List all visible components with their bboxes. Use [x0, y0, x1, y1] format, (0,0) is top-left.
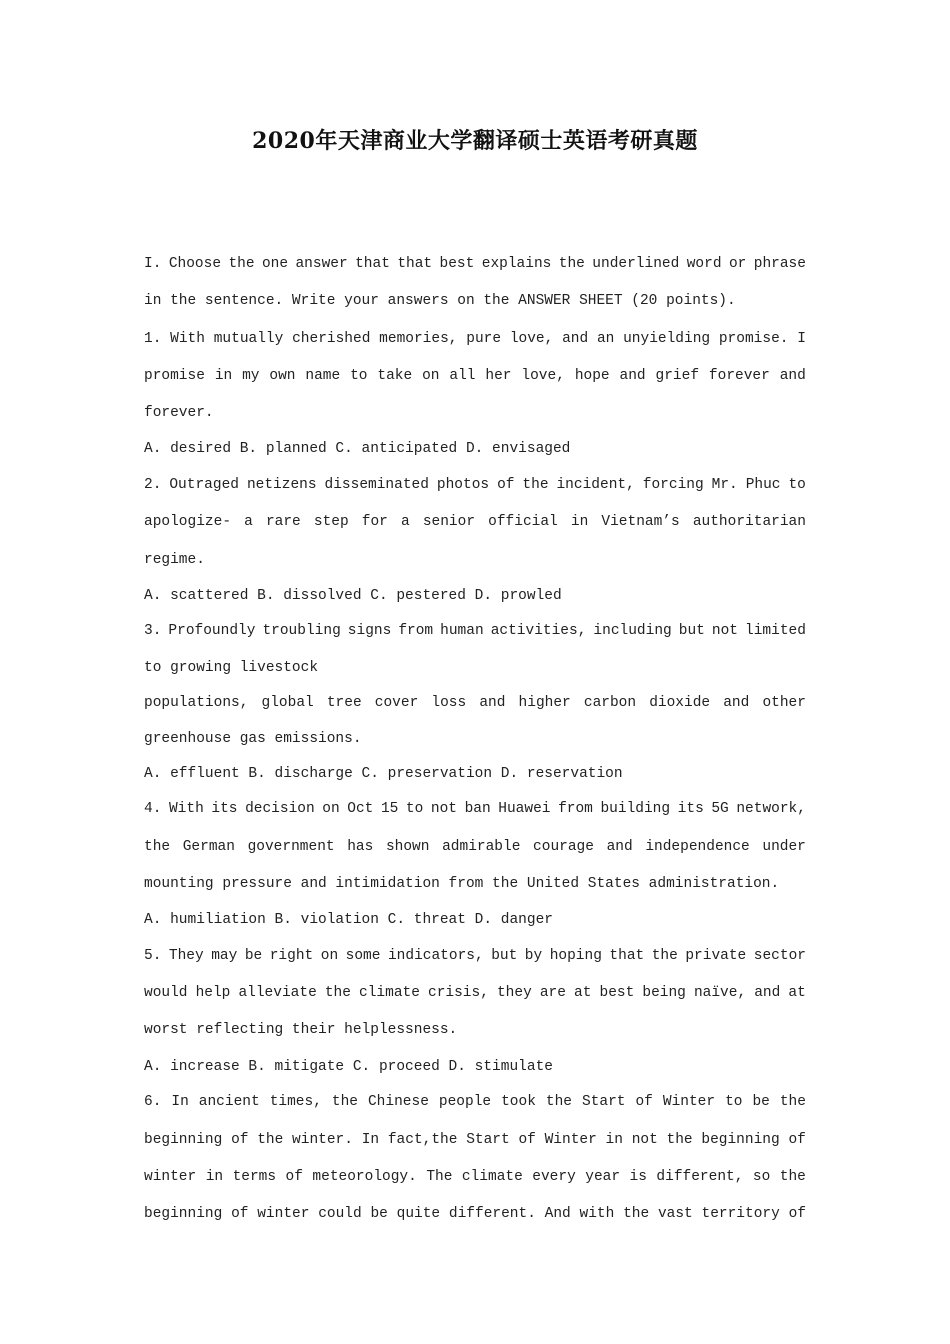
question-6: [144, 1084, 806, 1233]
question-line: 4. With its decision on Oct 15 to not ban Huawei from building its 5G network,: [144, 801, 806, 818]
question-line: to growing livestock: [144, 659, 319, 676]
question-line: beginning of the winter. In fact,the Start of Winter in not the beginning of: [144, 1131, 806, 1148]
instruction-line: I. Choose the one answer that that best explains the underlined word or phrase: [144, 256, 806, 272]
question-line: worst reflecting their helplessness.: [144, 1022, 458, 1039]
answer-options: A. humiliation B. violation C. threat D. danger: [144, 912, 553, 929]
question-line: promise in my own name to take on all her love, hope and grief forever and: [144, 367, 806, 384]
answer-options: A. increase B. mitigate C. proceed D. stimulate: [144, 1058, 553, 1075]
answer-options: A. desired B. planned C. anticipated D. envisaged: [144, 441, 571, 458]
instruction-line: in the sentence. Write your answers on the ANSWER SHEET (20 points).: [144, 293, 736, 310]
question-line: 5. They may be right on some indicators, but by hoping that the private sector: [144, 947, 806, 964]
question-line: mounting pressure and intimidation from the United States administration.: [144, 876, 780, 893]
question-line: populations, global tree cover loss and higher carbon dioxide and other: [144, 695, 806, 712]
question-line: 1. With mutually cherished memories, pure love, and an unyielding promise. I: [144, 330, 806, 347]
question-line: the German government has shown admirable courage and independence under: [144, 838, 806, 855]
question-line: greenhouse gas emissions.: [144, 731, 362, 748]
question-line: 2. Outraged netizens disseminated photos of the incident, forcing Mr. Phuc to: [144, 476, 806, 493]
answer-options: A. scattered B. dissolved C. pestered D. prowled: [144, 587, 562, 604]
question-3: [144, 613, 806, 791]
question-line: would help alleviate the climate crisis, they are at best being naïve, and at: [144, 985, 806, 1002]
question-2: [144, 467, 806, 613]
question-line: 3. Profoundly troubling signs from human activities, including but not limited: [144, 623, 806, 640]
question-1: [144, 321, 806, 467]
question-line: forever.: [144, 405, 214, 422]
question-line: regime.: [144, 551, 205, 568]
question-line: beginning of winter could be quite different. And with the vast territory of: [144, 1206, 806, 1223]
document-body: [144, 246, 806, 1233]
question-5: [144, 938, 806, 1084]
question-line: winter in terms of meteorology. The climate every year is different, so the: [144, 1168, 806, 1185]
question-line: 6. In ancient times, the Chinese people took the Start of Winter to be the: [144, 1094, 806, 1111]
document-title: 2020年天津商业大学翻译硕士英语考研真题: [252, 128, 698, 154]
question-line: apologize- a rare step for a senior official in Vietnam’s authoritarian: [144, 514, 806, 531]
answer-options: A. effluent B. discharge C. preservation D. reservation: [144, 765, 623, 782]
section-instructions: [144, 246, 806, 321]
question-4: [144, 791, 806, 937]
